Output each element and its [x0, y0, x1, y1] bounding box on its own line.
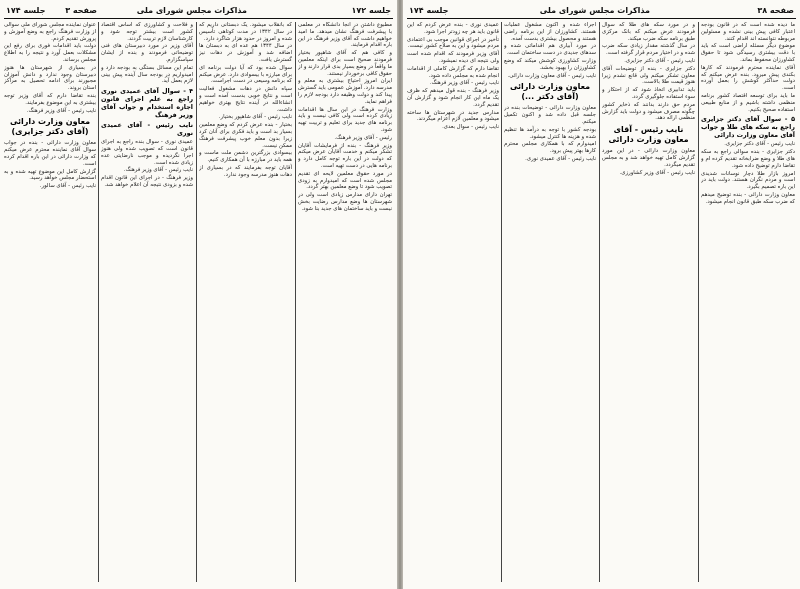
right-page: [403, 0, 800, 589]
column-divider: [98, 22, 99, 582]
text-paragraph: که بانقلاب میشود. یک دبستانی داریم که در سال ۱۳۴۲ در مدت کوتاهی تأسیس شده و امروز در حدود هزار شاگرد دارد.: [199, 22, 292, 42]
section-heading: نایب رئیس - آقای معاون وزارت دارائی: [608, 125, 689, 145]
left-column-3: [101, 22, 193, 582]
text-paragraph: در سال گذشته مقدار زیادی سکه ضرب شده و در اختیار مردم قرار گرفته است.: [602, 43, 695, 57]
speaker-subhead: نایب رئیس - آقای عمیدی نوری: [101, 121, 193, 138]
text-paragraph: آقای نماینده محترم فرمودند که کارها بکندی پیش میرود. بنده عرض میکنم که دولت حداکثر کوشش را بعمل آورده است.: [701, 64, 795, 92]
text-paragraph: عمیدی نوری - بنده عرض کردم که این قانون باید هر چه زودتر اجرا شود.: [407, 22, 499, 35]
left-column-4: [4, 22, 96, 582]
text-paragraph: معاون وزارت دارائی - بنده در جواب سوال آقای نماینده محترم عرض میکنم که وزارت دارائی در این باره اقدام کرده است.: [4, 140, 96, 167]
speaker-line: نایب رئیس - آقای سالور.: [39, 183, 96, 190]
left-header-title: مذاکرات مجلس شورای ملی: [136, 6, 247, 15]
text-paragraph: در مورد آبیاری هم اقداماتی شده و سدهای جدیدی در دست ساختمان است.: [504, 43, 596, 57]
text-paragraph: دولت باید اقدامات فوری برای رفع این مشکلات بعمل آورد و نتیجه را به اطلاع مجلس برساند.: [4, 43, 96, 63]
text-paragraph: معاون وزارت دارائی - توضیحات بنده در جلسه قبل داده شد و اکنون تکمیل میکنم.: [504, 105, 596, 125]
section-heading: معاون وزارت دارائی (آقای دکتر ...): [509, 82, 591, 102]
left-header-session: جلسه ۱۷۲: [351, 6, 391, 15]
speaker-line: نایب رئیس - سوال بعدی.: [442, 124, 499, 131]
text-paragraph: در مورد حقوق معلمین لایحه ای تقدیم مجلس شده است که امیدوارم به زودی تصویب شود تا وضع معلمین بهتر گردد.: [298, 170, 392, 191]
text-paragraph: مدارس جدید در شهرستان ها ساخته میشود و معلمین لازم اعزام میگردند.: [407, 109, 499, 123]
text-paragraph: بیسوادی بزرگترین دشمن ملت ماست و همه باید در مبارزه با آن همکاری کنیم.: [199, 150, 292, 164]
speaker-line: نایب رئیس - آقای دکتر جزایری.: [624, 57, 695, 64]
text-paragraph: در بسیاری از شهرستان ها هنوز دبیرستان وجود ندارد و دانش آموزان مجبورند برای ادامه تحصیل به مراکز استان بروند.: [4, 64, 96, 92]
text-paragraph: در سال ۱۳۴۴ هم عده ای به دبستان ها اضافه شد و آموزش در دهات نیز گسترش یافت.: [199, 43, 292, 63]
text-paragraph: معاون وزارت دارائی - در این مورد گزارش کامل تهیه خواهد شد و به مجلس تقدیم میگردد.: [602, 148, 695, 168]
text-paragraph: اجراء شده و اکنون مشغول عملیات هستند. کشاورزان از این برنامه راضی هستند و محصول بیشتری بدست آمده.: [504, 22, 596, 42]
text-paragraph: و کافی هم که آقای شاهپور بختیار فرمودند صحیح است برای اینکه معلمین ما واقعاً در وضع بسیار بدی قرار دارند و از حقوق کافی برخوردار نیستند.: [298, 50, 392, 77]
text-paragraph: تقاضا دارم که گزارش کاملی از اقدامات انجام شده به مجلس داده شود.: [407, 65, 499, 79]
column-divider: [196, 22, 197, 582]
column-divider: [501, 22, 502, 582]
text-paragraph: عنوان نماینده مجلس شورای ملی سوالی از وزارت فرهنگ راجع به وضع آموزش و پرورش تقدیم کردم.: [4, 22, 96, 42]
right-column-1: [701, 22, 795, 582]
text-paragraph: تأخیر در اجرای قوانین موجب بی اعتمادی مردم میشود و این به صلاح کشور نیست.: [407, 36, 499, 50]
text-paragraph: عمیدی نوری - سوال بنده راجع به اجرای قانون است که تصویب شده ولی هنوز اجرا نگردیده و موجب نارضایتی عده زیادی شده است.: [101, 139, 193, 166]
text-paragraph: سوال شده بود که آیا دولت برنامه ای برای مبارزه با بیسوادی دارد. عرض میکنم که برنامه وسیعی در دست اجراست.: [199, 64, 292, 85]
text-paragraph: گزارش کامل این موضوع تهیه شده و به استحضار مجلس خواهد رسید.: [4, 168, 96, 182]
column-divider: [698, 22, 699, 582]
left-page: [0, 0, 397, 589]
right-page-header: [403, 4, 800, 18]
text-paragraph: ایران امروز احتیاج بیشتری به معلم و مدرسه دارد. آموزش عمومی باید گسترش پیدا کند و دولت وظیفه دارد بودجه لازم را فراهم نماید.: [298, 78, 392, 105]
text-paragraph: وزیر فرهنگ - در اجرای این قانون اقدام شده و بزودی نتیجه آن اعلام خواهد شد.: [101, 175, 193, 188]
right-header-session: جلسه ۱۷۴: [409, 6, 449, 15]
right-column-4: [407, 22, 499, 582]
text-paragraph: وزیر فرهنگ - بنده از فرمایشات آقایان تشکر میکنم و خدمت آقایان عرض میکنم که دولت در این باره توجه کامل دارد و برنامه هایی در دست تهیه است.: [298, 142, 392, 169]
text-paragraph: بودجه کشور با توجه به درآمد ها تنظیم شده و هزینه ها کنترل میشود.: [504, 126, 596, 140]
text-paragraph: بختیار - بنده عرض کردم که وضع معلمین بسیار بد است و باید فکری برای آنان کرد زیرا بدون معلم خوب پیشرفت فرهنگ ممکن نیست.: [199, 122, 292, 149]
column-divider: [599, 22, 600, 582]
text-paragraph: معاون وزارت دارائی - بنده توضیح میدهم که ضرب سکه طبق قانون انجام میشود.: [701, 191, 795, 205]
text-paragraph: سپاه دانش در دهات مشغول فعالیت است و نتایج خوبی بدست آمده است و انشاءالله در آینده نتایج بهتری خواهیم داشت.: [199, 86, 292, 113]
speaker-line: نایب رئیس - آقای عمیدی نوری.: [525, 155, 596, 162]
text-paragraph: آقای وزیر فرمودند که اقدام شده است ولی نتیجه ای دیده نمیشود.: [407, 51, 499, 64]
text-paragraph: وزارت کشاورزی کوشش میکند که وضع کشاورزان را بهبود بخشد.: [504, 57, 596, 71]
right-header-rule: [407, 18, 796, 19]
text-paragraph: دکتر جزایری - بنده از توضیحات آقای معاون تشکر میکنم ولی قانع نشدم زیرا هنوز قیمت طلا بالاست.: [602, 65, 695, 86]
text-paragraph: مطبوع داشتن در آنجا دانشگاه در معلمی با پیشرفت فرهنگ نشان میدهد. ما امید خواهیم داشت که آقای وزیر فرهنگ در این باره اقدام فرمایند.: [298, 22, 392, 49]
left-header-rule: [4, 18, 393, 19]
column-divider: [295, 22, 296, 582]
left-column-1: [298, 22, 392, 582]
text-paragraph: بنده تقاضا دارم که آقای وزیر توجه بیشتری به این موضوع بفرمایند.: [4, 92, 96, 106]
text-paragraph: امیدوارم که با همکاری مجلس محترم کارها بهتر پیش برود.: [504, 141, 596, 155]
text-paragraph: دکتر جزایری - بنده سوالی راجع به سکه های طلا و وضع ضرابخانه تقدیم کرده ام و تقاضا دارم توضیح داده شود.: [701, 149, 795, 169]
right-column-3: [504, 22, 596, 582]
speaker-line: نایب رئیس - آقای شاهپور بختیار.: [218, 114, 292, 121]
speaker-line: نایب رئیس - آقای وزیر فرهنگ.: [429, 80, 499, 87]
text-paragraph: تمام این مسائل بستگی به بودجه دارد و امیدواریم در بودجه سال آینده پیش بینی لازم بعمل آید.: [101, 64, 193, 85]
text-paragraph: موضوع دیگر مسئله اراضی است که باید با دقت بیشتری رسیدگی شود تا حقوق کشاورزان محفوظ بماند.: [701, 43, 795, 63]
text-paragraph: مردم حق دارند بدانند که ذخایر کشور چگونه مصرف میشود و دولت باید گزارش منظمی ارائه دهد.: [602, 101, 695, 122]
speaker-line: نایب رئیس - آقای وزیر فرهنگ.: [26, 107, 96, 114]
speaker-line: رئیس - آقای وزیر فرهنگ.: [334, 134, 392, 141]
right-header-title: مذاکرات مجلس شورای ملی: [539, 6, 650, 15]
text-paragraph: و در مورد سکه های طلا که سوال فرمودند عرض میکنم که بانک مرکزی طبق برنامه سکه ضرب میکند.: [602, 22, 695, 42]
left-header-session-2: جلسه ۱۷۴: [6, 6, 46, 15]
text-paragraph: وزارت فرهنگ در این سال ها اقدامات زیادی کرده است ولی کافی نیست و باید برنامه های جدید برای تعلیم و تربیت تهیه شود.: [298, 106, 392, 133]
text-paragraph: ما باید برای توسعه اقتصاد کشور برنامه منظمی داشته باشیم و از منابع طبیعی استفاده صحیح بکنیم.: [701, 92, 795, 113]
text-paragraph: تهران دارای مدارس زیادی است ولی در شهرستان ها وضع مدارس رضایت بخش نیست و باید ساختمان های جدید بنا شود.: [298, 192, 392, 212]
question-subhead: ۵ - سوال آقای دکتر جزایری راجع به سکه های طلا و جواب آقای معاون وزارت دارائی: [701, 115, 795, 140]
text-paragraph: آقای وزیر در مورد دبیرستان های فنی توضیحاتی فرمودند و بنده از ایشان سپاسگزارم.: [101, 43, 193, 63]
text-paragraph: آقایان توجه بفرمایند که در بسیاری از دهات هنوز مدرسه وجود ندارد.: [199, 164, 292, 178]
section-heading: معاون وزارت دارائی (آقای دکتر جزایری): [9, 117, 91, 137]
left-column-2: [199, 22, 292, 582]
right-column-2: [602, 22, 695, 582]
speaker-line: نایب رئیس - آقای وزیر کشاورزی.: [619, 169, 695, 176]
speaker-line: نایب رئیس - آقای دکتر جزایری.: [724, 141, 795, 148]
text-paragraph: باید تدابیری اتخاذ شود که از احتکار و سوء استفاده جلوگیری گردد.: [602, 87, 695, 100]
speaker-line: نایب رئیس - آقای معاون وزارت دارائی.: [507, 72, 596, 79]
text-paragraph: و فلاحت و کشاورزی که اساس اقتصاد کشور است بیشتر توجه شود و کارشناسان لازم تربیت گردند.: [101, 22, 193, 42]
text-paragraph: امروز بازار طلا دچار نوسانات شدیدی است و مردم نگران هستند. دولت باید در این باره تصمیم بگیرد.: [701, 170, 795, 191]
right-header-page-label: صفحه ۳۸: [757, 6, 794, 15]
speaker-line: نایب رئیس - آقای وزیر فرهنگ.: [123, 167, 193, 174]
question-subhead: ۴ - سوال آقای عمیدی نوری راجع به علم اجرای قانون اجازه استخدام و جواب آقای وزیر فرهنگ: [101, 87, 193, 120]
left-page-header: [0, 4, 397, 18]
text-paragraph: وزیر فرهنگ - بنده قول میدهم که ظرف یک ماه این کار انجام شود و گزارش آن تقدیم گردد.: [407, 88, 499, 108]
text-paragraph: ما دیده شده است که در قانون بودجه اعتبار کافی پیش بینی نشده و مسئولین مربوطه نتوانسته اند اقدام کنند.: [701, 22, 795, 42]
left-header-page-label: صفحه ۳: [65, 6, 97, 15]
